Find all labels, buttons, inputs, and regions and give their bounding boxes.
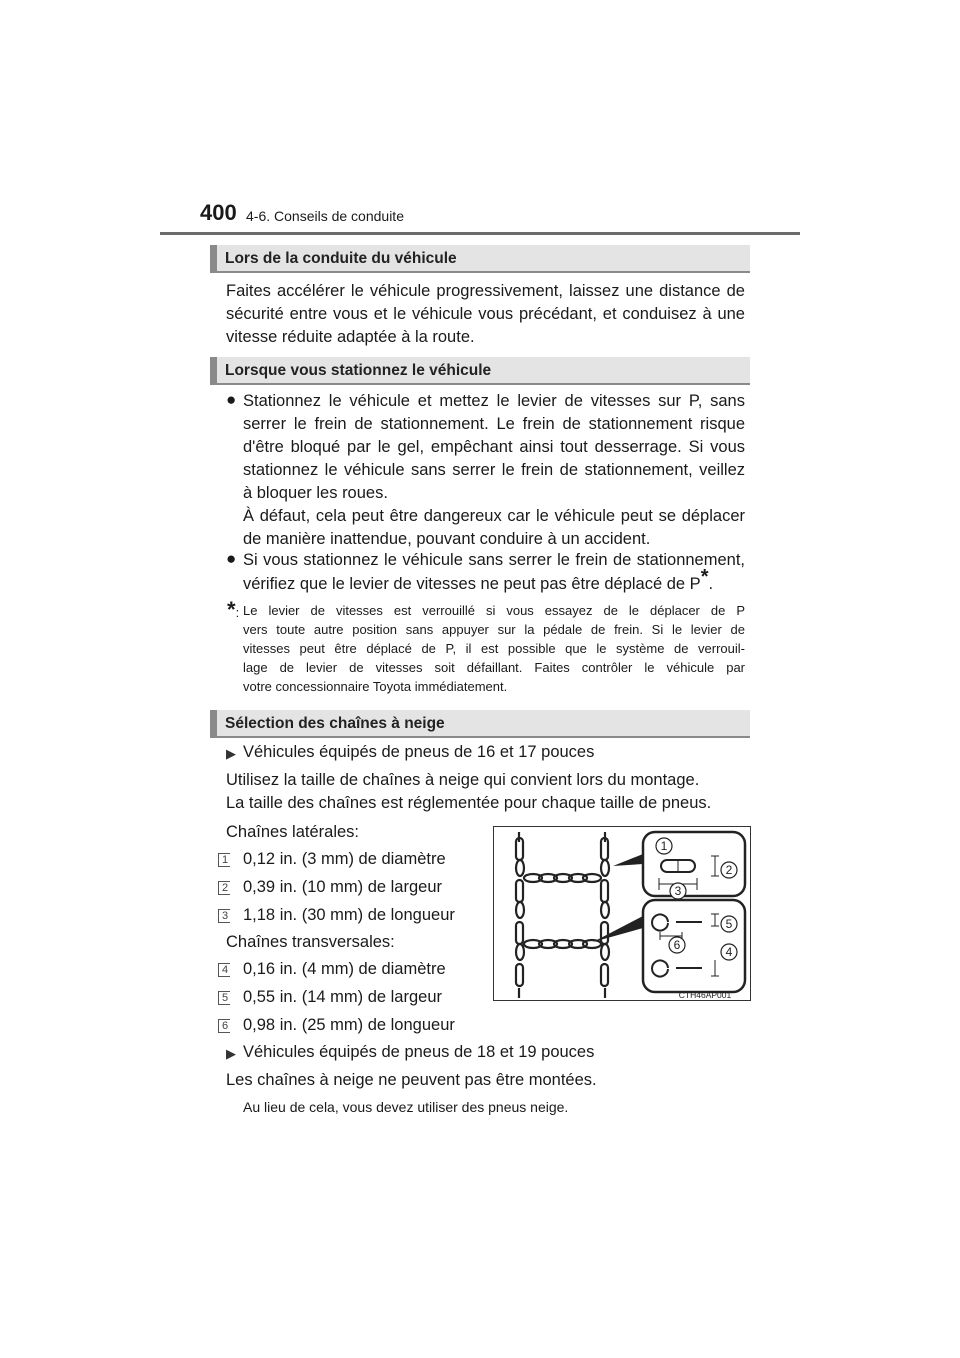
section-heading-driving <box>210 245 750 273</box>
page-number: 400 <box>200 200 237 225</box>
chains-intro-line: La taille des chaînes est réglementée pour chaque taille de pneus. <box>226 794 712 812</box>
text-line: votre concessionnaire Toyota immédiatement. <box>243 679 508 694</box>
text-line: Le levier de vitesses est verrouillé si vous essayez de le déplacer de P <box>243 603 745 618</box>
lateral-chains-title: Chaînes latérales: <box>226 823 359 841</box>
spec-text: 0,55 in. (14 mm) de largeur <box>243 988 443 1006</box>
text-line: Stationnez le véhicule et mettez le levier de vitesses sur P, sans <box>243 392 745 410</box>
text-line: sécurité entre vous et le véhicule vous précédant, et conduisez à une <box>226 305 745 323</box>
text-line: Faites accélérer le véhicule progressivement, laissez une distance de <box>226 282 745 300</box>
tire-size-subheading-16-17: Véhicules équipés de pneus de 16 et 17 pouces <box>243 743 595 761</box>
section-heading-parking <box>210 357 750 385</box>
callout-3: 3 <box>674 884 682 898</box>
transverse-chains-title: Chaînes transversales: <box>226 933 395 951</box>
section-heading-chains <box>210 710 750 738</box>
bullet-icon: ● <box>226 390 237 409</box>
text-fragment: . <box>708 575 714 593</box>
text-fragment: vérifiez que le levier de vitesses ne peut pas être déplacé de P <box>243 575 701 593</box>
callout-4: 4 <box>725 945 733 959</box>
text-line: serrer le frein de stationnement. Le frein de stationnement risque <box>243 415 745 433</box>
text-line: stationnez le véhicule sans serrer le frein de stationnement, veillez <box>243 461 745 479</box>
tire-size-subheading-18-19: Véhicules équipés de pneus de 18 et 19 pouces <box>243 1043 595 1061</box>
chains-intro-line: Utilisez la taille de chaînes à neige qui convient lors du montage. <box>226 771 700 789</box>
section-title: Lors de la conduite du véhicule <box>225 250 457 267</box>
text-line <box>243 566 745 596</box>
spec-text: 0,12 in. (3 mm) de diamètre <box>243 850 446 868</box>
parking-bullet-1 <box>243 390 745 551</box>
spec-number-2: 2 <box>218 881 230 895</box>
triangle-bullet-icon: ▶ <box>226 746 236 761</box>
text-line: à bloquer les roues. <box>243 484 388 502</box>
no-chains-line: Les chaînes à neige ne peuvent pas être montées. <box>226 1071 597 1089</box>
header-rule <box>160 232 800 235</box>
spec-number-3: 3 <box>218 909 230 923</box>
text-line: lage de levier de vitesses soit défaillant. Faites contrôler le véhicule par <box>243 660 745 675</box>
section-title: Lorsque vous stationnez le véhicule <box>225 362 492 379</box>
parking-footnote <box>243 601 745 696</box>
text-line: d'être bloqué par le gel, empêchant ainsi tout desserrage. Si vous <box>243 438 745 456</box>
spec-text: 0,16 in. (4 mm) de diamètre <box>243 960 446 978</box>
text-line: Si vous stationnez le véhicule sans serrer le frein de stationnement, <box>243 551 745 569</box>
callout-2: 2 <box>725 863 733 877</box>
parking-bullet-2 <box>243 549 745 596</box>
bullet-icon: ● <box>226 549 237 568</box>
snow-chain-figure <box>493 826 751 1001</box>
text-line: vitesses peut être déplacé de P, il est possible que le système de verrouil- <box>243 641 745 656</box>
spec-number-6: 6 <box>218 1019 230 1033</box>
figure-code: CTH46AP001 <box>678 990 732 1000</box>
spec-number-4: 4 <box>218 963 230 977</box>
triangle-bullet-icon: ▶ <box>226 1046 236 1061</box>
driving-paragraph <box>226 280 745 349</box>
chapter-label: 4-6. Conseils de conduite <box>246 208 404 224</box>
text-line: vitesse réduite adaptée à la route. <box>226 328 475 346</box>
spec-text: 0,98 in. (25 mm) de longueur <box>243 1016 455 1034</box>
text-line: À défaut, cela peut être dangereux car le véhicule peut se déplacer <box>243 507 745 525</box>
spec-number-1: 1 <box>218 853 230 867</box>
section-title: Sélection des chaînes à neige <box>225 715 445 732</box>
text-line: de manière inattendue, pouvant conduire à un accident. <box>243 530 651 548</box>
spec-text: 1,18 in. (30 mm) de longueur <box>243 906 455 924</box>
callout-1: 1 <box>660 839 668 853</box>
footnote-marker: *: <box>227 597 240 622</box>
callout-6: 6 <box>673 938 681 952</box>
spec-number-5: 5 <box>218 991 230 1005</box>
callout-5: 5 <box>725 917 733 931</box>
footnote-star: * <box>700 566 709 588</box>
spec-text: 0,39 in. (10 mm) de largeur <box>243 878 443 896</box>
text-line: vers toute autre position sans appuyer sur la pédale de frein. Si le levier de <box>243 622 745 637</box>
snow-tires-note: Au lieu de cela, vous devez utiliser des pneus neige. <box>243 1099 569 1115</box>
